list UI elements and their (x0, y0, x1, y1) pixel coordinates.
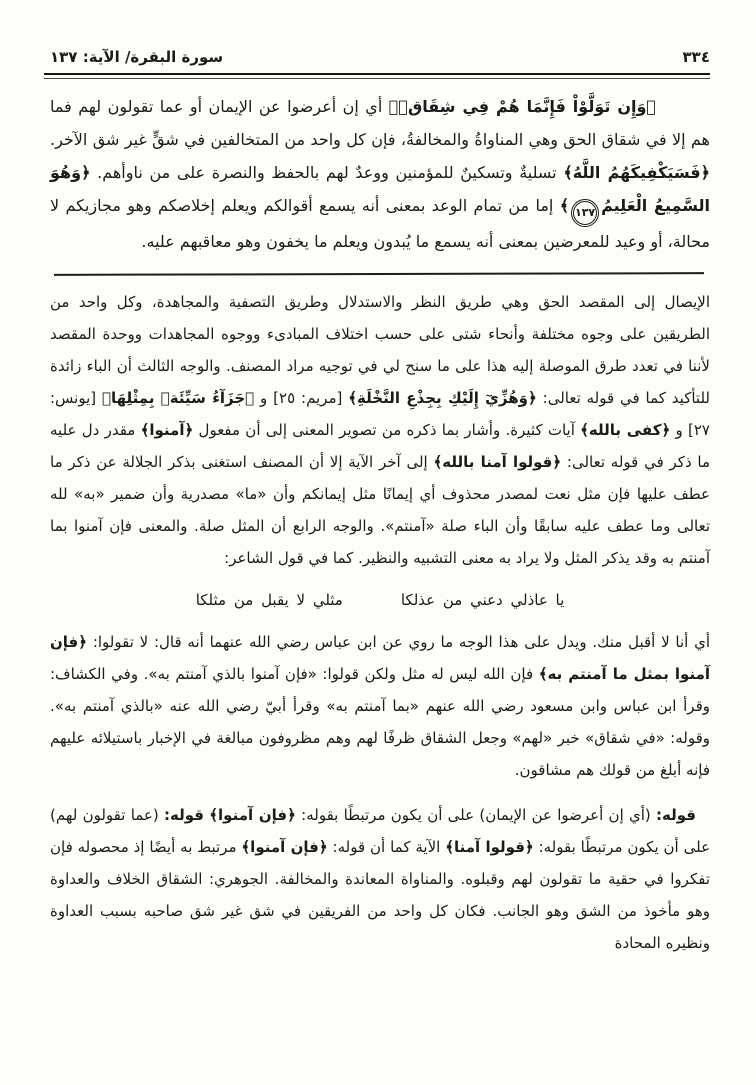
commentary-paragraph-3 (50, 799, 710, 959)
quran-quote: ﴿قولوا آمنا بالله﴾ (433, 453, 562, 471)
text-run: تسليةٌ وتسكينٌ للمؤمنين ووعدٌ لهم بالحفظ والنصرة على من ناوأهم. (90, 163, 564, 182)
text-run: فإن الله ليس له مثل ولكن قولوا: «فإن آمنوا بالذي آمنتم به». وفي الكشاف: وقرأ ابن عباس وابن مسعود رضي الله عنهم «بما آمنتم به» وقرأ أبيّ رضي الله عنه «بالذي آمنتم به». وقوله: «في شقاق» خبر «لهم» وجعل الشقاق ظرفًا لهم وهم مظروفون مبالغة في الإخبار باستيلائه عليهم فإنه أبلغ من قولك هم مشاقون. (50, 665, 710, 779)
page-header (0, 0, 756, 66)
poetry-hemistich-2: مثلي لا يقبل من مثلكا (195, 591, 343, 609)
commentary-paragraph-1 (50, 286, 710, 574)
text-run: (أي إن أعرضوا عن الإيمان) على أن يكون مرتبطًا بقوله: (295, 806, 657, 824)
commentary-paragraph-2 (50, 626, 710, 786)
text-run: [مريم: ٢٥] و (254, 389, 349, 407)
ayah-number-ornament: ١٣٧ (573, 201, 597, 225)
quran-quote: ﴿فإن آمنوا بمثل ما آمنتم به﴾ (50, 633, 710, 683)
lemma-bold: قوله: (164, 806, 204, 824)
page-number: ٣٣٤ (682, 48, 710, 66)
text-run: الآية كما أن قوله: (327, 838, 446, 856)
surah-header-title: سورة البقرة/ الآية: ١٣٧ (50, 48, 224, 66)
header-rule (44, 73, 710, 79)
text-run: مرتبط به أيضًا إذ محصوله فإن تفكروا في حقية ما تقولون لهم وقبلوه. والمناواة المعاندة والمخالفة. الجوهري: الشقاق الخلاف والعداوة وهو مأخوذ من الشق وهو الجانب. فكان كل واحد من الفريقين في شق غير شق صاحبه بسبب العداوة ونظيره المحادة (50, 838, 710, 952)
quran-quote: ﴿فَسَيَكْفِيكَهُمُ اللَّهُ﴾ (563, 163, 710, 182)
commentary-section (50, 286, 710, 959)
text-run: الإيصال إلى المقصد الحق وهي طريق النظر والاستدلال وطريق التصفية والمجاهدة، وكل واحد من الطريقين على وجوه مختلفة وأنحاء شتى على حسب اختلاف المبادىء ووجوه المجاهدات ووحدة المقصد لأننا في تعدد طرق الموصلة إليه هذا على ما سنح لي في توجيه مراد المصنف. والوجه الثالث أن الباء زائدة للتأكيد كما في قوله تعالى: (50, 293, 710, 407)
section-separator (54, 272, 704, 276)
tafsir-paragraph (50, 90, 710, 258)
text-run: مقدر دل عليه ما ذكر في قوله تعالى: (50, 421, 710, 471)
quran-quote: ﴿جَزَآءُ سَيِّئَةٖ بِمِثْلِهَا﴾ (102, 389, 255, 407)
quran-quote: ﴿كفى بالله﴾ (580, 421, 671, 439)
quran-quote: ﴿قولوا آمنا﴾ (445, 838, 534, 856)
quran-quote: ﴾ (559, 196, 570, 215)
quran-quote: ﴿وَهُزِّيٓ إِلَيْكِ بِجِذْعِ النَّخْلَةِ﴾ (348, 389, 537, 407)
text-run: أي إن أعرضوا عن الإيمان أو عما تقولون لهم فما هم إلا في شقاق الحق وهي المناواةُ والمخالفةُ، فإن كل واحد من المتخالفين في شقٍّ غير شق الآخر. (50, 97, 710, 149)
text-run: (عما تقولون لهم) على أن يكون مرتبطًا بقوله: (50, 806, 711, 856)
quran-quote: ﴿فإن آمنوا﴾ (241, 838, 328, 856)
quran-quote: ﴿آمنوا﴾ (140, 421, 194, 439)
lemma-bold: قوله: (656, 806, 696, 824)
text-run: آيات كثيرة. وأشار بما ذكره من تصوير المعنى إلى أن مفعول (193, 421, 581, 439)
poetry-hemistich-1: يا عاذلي دعني من عذلكا (400, 591, 565, 609)
text-run: إلى آخر الآية إلا أن المصنف استغنى بذكر الجلالة عن ذكر ما عطف عليها فإن مثل نعت لمصدر محذوف أي إيمانًا مثل إيمانكم وأن «ما» مصدرية وأن ضمير «به» لله تعالى وما عطف عليه سابقًا وأن الباء صلة «آمنتم». والوجه الرابع أن المثل صلة. والمعنى فإن آمنوا بما آمنتم به وقد يذكر المثل ولا يراد به معنى التشبيه والنظير. كما في قول الشاعر: (50, 453, 710, 567)
quran-quote: ﴿فإن آمنوا﴾ (209, 806, 296, 824)
quran-quote: ﴿وَهُوَ السَّمِيعُ الْعَلِيمُ (50, 163, 711, 215)
text-run: [يونس: ٢٧] و (50, 389, 710, 439)
quran-quote: ﴿وَإِن تَوَلَّوْاْ فَإِنَّمَا هُمْ فِي شِقَاقٖ﴾ (388, 97, 657, 116)
poetry-couplet (50, 584, 710, 616)
text-run: أي أنا لا أقبل منك. ويدل على هذا الوجه ما روي عن ابن عباس رضي الله عنهما أنه قال: لا تقولوا: (87, 633, 710, 651)
text-run: إما من تمام الوعد بمعنى أنه يسمع أقوالكم ويعلم إخلاصكم وهو مجازيكم لا محالة، أو وعيد للمعرضين بمعنى أنه يسمع ما يُبدون ويعلم ما يخفون وهو معاقبهم عليه. (50, 196, 710, 251)
